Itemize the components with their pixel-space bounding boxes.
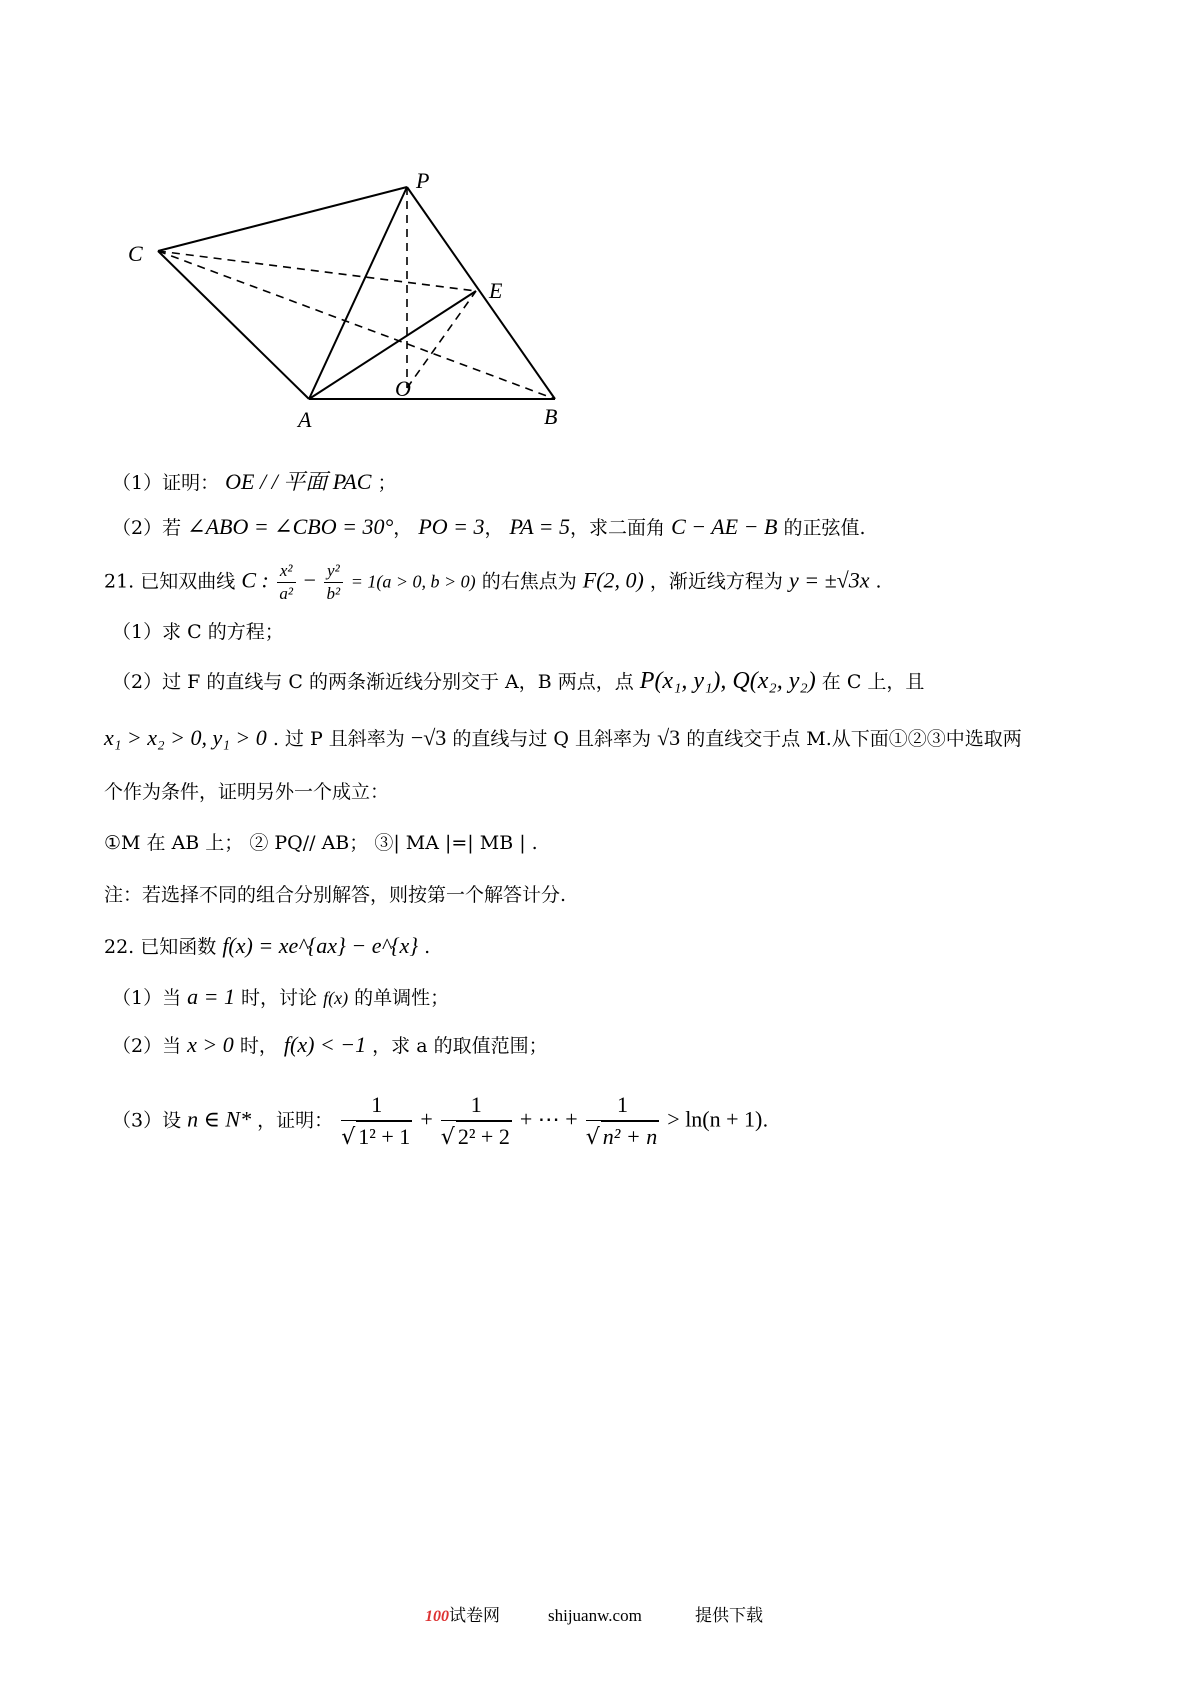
sum-term-2: $\frac{1}{\text{√ 2² + 2}}$ [440, 1092, 510, 1150]
footer [425, 1604, 500, 1629]
q21-part2-line2: x₁ > x₂ > 0, y₁ > 0 . 过 P 且斜率为 −√3 的直线与过 Q 且斜率为 √3 的直线交于点 M.从下面①②③中选取两 [104, 725, 1022, 750]
q22-part3: （3）设 n ∈ N* ，证明： $\frac{1}{\text{√ 1² + 1}}$ + $\frac{1}{\text{√ 2² + 2}}$ + ⋯ + $\frac{1}{\text{√ n² + n}}$ > ln(n + 1). [112, 1090, 768, 1153]
site-name: 试卷网 [449, 1606, 500, 1625]
sum-term-n: $\frac{1}{\text{√ n² + n}}$ [585, 1092, 658, 1150]
q21-intro: 21. 已知双曲线 C : $\frac{\text{x²}}{\text{a²}}$ − $\frac{\text{y²}}{\text{b²}}$ = 1(a > 0, b > 0) 的右焦点为 F(2, 0) ，渐近线方程为 y = ±√3x . [104, 561, 882, 603]
q21-part1: （1）求 C 的方程； [112, 621, 284, 643]
sum-term-1: $\frac{1}{\text{√ 1² + 1}}$ [341, 1092, 411, 1150]
fraction-y2-b2: $\frac{\text{y²}}{\text{b²}}$ [324, 560, 343, 605]
q22-intro: 22. 已知函数 f(x) = xe^{ax} − e^{x} . [104, 933, 431, 958]
pyramid-figure [120, 170, 680, 450]
q22-part2: （2）当 x > 0 时， f(x) < −1 ，求 a 的取值范围； [112, 1032, 548, 1057]
edge-CA [158, 251, 309, 399]
edge-CP [158, 187, 407, 251]
label-A: A [298, 407, 312, 432]
edge-CB [158, 251, 555, 399]
label-O: O [395, 376, 411, 401]
edge-OE [407, 291, 476, 388]
fraction-x2-a2: $\frac{\text{x²}}{\text{a²}}$ [277, 560, 296, 605]
q21-note: 注：若选择不同的组合分别解答，则按第一个解答计分. [104, 884, 567, 906]
site-logo: 100 [425, 1608, 449, 1625]
footer-download: 提供下载 [695, 1606, 763, 1625]
q21-options: ①M 在 AB 上； ② PQ// AB； ③| MA |=| MB | . [104, 832, 538, 854]
edge-CE [158, 251, 476, 291]
label-E: E [489, 278, 503, 303]
label-P: P [416, 170, 430, 193]
q21-part2-line3: 个作为条件，证明另外一个成立： [104, 781, 390, 803]
q20-part2: （2）若 ∠ABO = ∠CBO = 30°， PO = 3， PA = 5，求二面角 C − AE − B 的正弦值. [112, 514, 866, 539]
footer-url[interactable]: shijuanw.com [548, 1606, 642, 1625]
q21-part2-line1: （2）过 F 的直线与 C 的两条渐近线分别交于 A，B 两点，点 P(x₁, y₁), Q(x₂, y₂) 在 C 上，且 [112, 668, 925, 694]
q22-part1: （1）当 a = 1 时，讨论 f(x) 的单调性； [112, 984, 450, 1009]
edge-PB [407, 187, 555, 399]
q20-part1: （1）证明： OE / / 平面 PAC ； [112, 469, 397, 494]
label-C: C [128, 241, 143, 266]
label-B: B [544, 404, 558, 429]
